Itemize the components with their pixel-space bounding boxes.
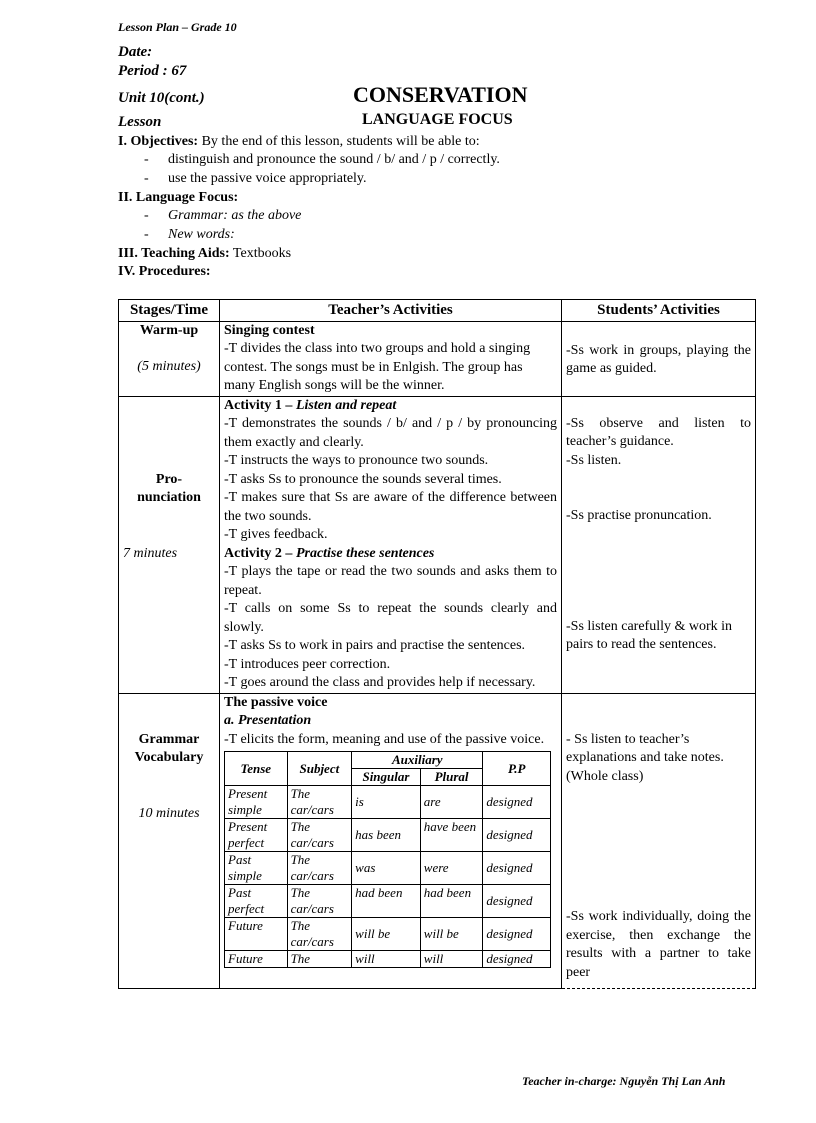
language-focus-item: Grammar: as the above	[168, 208, 302, 223]
stage-pronunciation: Pro- nunciation	[137, 471, 201, 505]
activity1-line: -T makes sure that Ss are aware of the difference between the two sounds.	[224, 490, 557, 524]
gram-cell-singular: was	[352, 852, 421, 885]
unit-label: Unit 10(cont.)	[118, 90, 205, 106]
objectives-text: By the end of this lesson, students will be able to:	[198, 134, 480, 149]
objective-item: distinguish and pronounce the sound / b/ and / p / correctly.	[168, 152, 500, 167]
time-grammar: 10 minutes	[138, 805, 200, 821]
gram-cell-pp: designed	[483, 951, 551, 968]
gram-cell-pp: designed	[483, 819, 551, 852]
students-cell	[562, 396, 756, 693]
activity1-line: -T asks Ss to pronounce the sounds several times.	[224, 471, 502, 487]
grammar-intro: -T elicits the form, meaning and use of the passive voice.	[224, 731, 545, 747]
header-lesson-plan: Lesson Plan – Grade 10	[118, 20, 237, 34]
stage-vocabulary: Vocabulary	[134, 750, 204, 765]
warmup-title: Singing contest	[224, 322, 315, 338]
time-warmup: (5 minutes)	[137, 359, 201, 374]
grammar-students-text: -Ss work individually, doing the exercise, then exchange the results with a partner to take peer	[566, 909, 751, 980]
students-cell	[562, 321, 756, 396]
gram-cell-subject: The car/cars	[287, 885, 352, 918]
gram-cell-plural: had been	[420, 885, 483, 918]
table-row	[225, 918, 551, 951]
table-row	[225, 852, 551, 885]
gram-cell-pp: designed	[483, 786, 551, 819]
gram-cell-tense: Past simple	[225, 852, 288, 885]
title-language-focus: LANGUAGE FOCUS	[362, 111, 513, 128]
gram-cell-tense: Past perfect	[225, 885, 288, 918]
gram-cell-plural: will be	[420, 918, 483, 951]
gram-header-plural: Plural	[420, 769, 483, 786]
header-students: Students’ Activities	[562, 300, 756, 322]
table-header-row	[119, 300, 756, 322]
activity2-line: -T asks Ss to work in pairs and practise the sentences.	[224, 638, 526, 653]
table-row	[119, 396, 756, 693]
stage-cell	[119, 396, 220, 693]
teaching-aids-text: Textbooks	[229, 246, 292, 261]
gram-header-pp: P.P	[483, 752, 551, 786]
gram-cell-plural: have been	[420, 819, 483, 852]
gram-cell-subject: The car/cars	[287, 852, 352, 885]
bullet-dash: -	[144, 171, 149, 186]
gram-cell-singular: will	[352, 951, 421, 968]
activity2-line: -T calls on some Ss to repeat the sounds clearly and slowly.	[224, 601, 557, 635]
gram-cell-pp: designed	[483, 852, 551, 885]
gram-cell-plural: will	[420, 951, 483, 968]
activity2-line: -T introduces peer correction.	[224, 656, 391, 672]
table-row	[225, 819, 551, 852]
students-cell	[562, 693, 756, 988]
gram-cell-singular: has been	[352, 819, 421, 852]
lesson-label: Lesson	[118, 114, 162, 130]
pron-students-text: -Ss listen.	[566, 452, 622, 468]
teaching-aids-line	[118, 245, 291, 264]
gram-cell-pp: designed	[483, 918, 551, 951]
objective-item: use the passive voice appropriately.	[168, 171, 367, 186]
gram-header-subject: Subject	[287, 752, 352, 786]
objectives-line	[118, 133, 480, 152]
gram-cell-subject: The car/cars	[287, 918, 352, 951]
gram-cell-tense: Present simple	[225, 786, 288, 819]
bullet-dash: -	[144, 152, 149, 167]
table-row	[225, 951, 551, 968]
warmup-students-text: -Ss work in groups, playing the game as guided.	[566, 342, 751, 376]
activity2-line: -T goes around the class and provides help if necessary.	[224, 675, 536, 690]
gram-cell-singular: is	[352, 786, 421, 819]
teacher-cell	[220, 321, 562, 396]
gram-cell-singular: had been	[352, 885, 421, 918]
bullet-dash: -	[144, 227, 149, 242]
teaching-aids-label: III. Teaching Aids:	[118, 246, 230, 261]
gram-cell-plural: are	[420, 786, 483, 819]
passive-voice-table	[224, 751, 551, 968]
stage-cell	[119, 321, 220, 396]
date-label: Date:	[118, 44, 153, 60]
teacher-cell	[220, 396, 562, 693]
language-focus-item: New words:	[168, 227, 235, 242]
grammar-title: The passive voice	[224, 694, 328, 710]
gram-cell-subject: The	[287, 951, 352, 968]
procedures-label: IV. Procedures:	[118, 264, 211, 279]
activity1-line: -T demonstrates the sounds / b/ and / p / by pronouncing them exactly and clearly.	[224, 416, 557, 450]
header-stages: Stages/Time	[119, 300, 220, 322]
table-row	[225, 885, 551, 918]
language-focus-label: II. Language Focus:	[118, 190, 239, 205]
pron-students-text: -Ss listen carefully & work in pairs to read the sentences.	[566, 618, 733, 652]
procedures-table	[118, 299, 756, 989]
stage-warmup: Warm-up	[139, 322, 199, 338]
stage-cell	[119, 693, 220, 988]
pron-students-text: -Ss observe and listen to teacher’s guidance.	[566, 415, 751, 449]
pron-students-text: -Ss practise pronuncation.	[566, 508, 712, 523]
activity2-line: -T plays the tape or read the two sounds and asks them to repeat.	[224, 564, 557, 598]
stage-grammar: Grammar	[138, 731, 200, 747]
period-label: Period : 67	[118, 63, 187, 79]
gram-cell-subject: The car/cars	[287, 819, 352, 852]
gram-cell-tense: Present perfect	[225, 819, 288, 852]
gram-header-singular: Singular	[352, 769, 421, 786]
table-row	[119, 693, 756, 988]
teacher-in-charge: Teacher in-charge: Nguyễn Thị Lan Anh	[522, 1074, 726, 1088]
time-pronunciation: 7 minutes	[123, 545, 178, 561]
gram-cell-subject: The car/cars	[287, 786, 352, 819]
gram-cell-pp: designed	[483, 885, 551, 918]
table-row	[119, 321, 756, 396]
warmup-teacher-text: -T divides the class into two groups and hold a singing contest. The songs must be in Enlgish. The group has many English songs will be the winner.	[224, 341, 531, 393]
gram-cell-plural: were	[420, 852, 483, 885]
teacher-cell	[220, 693, 562, 988]
activity1-heading: Activity 1 – Listen and repeat	[224, 397, 397, 413]
activity2-heading: Activity 2 – Practise these sentences	[224, 545, 435, 561]
gram-cell-tense: Future	[225, 951, 288, 968]
bullet-dash: -	[144, 208, 149, 223]
activity1-line: -T gives feedback.	[224, 527, 328, 542]
gram-header-row	[225, 752, 551, 769]
grammar-subtitle: a. Presentation	[224, 713, 312, 728]
header-teacher: Teacher’s Activities	[220, 300, 562, 322]
title-conservation: CONSERVATION	[353, 82, 528, 107]
activity1-line: -T instructs the ways to pronounce two sounds.	[224, 453, 489, 468]
grammar-students-text: - Ss listen to teacher’s explanations and take notes.(Whole class)	[566, 731, 724, 784]
objectives-label: I. Objectives:	[118, 134, 199, 149]
gram-header-tense: Tense	[225, 752, 288, 786]
gram-header-auxiliary: Auxiliary	[352, 752, 483, 769]
table-row	[225, 786, 551, 819]
gram-cell-singular: will be	[352, 918, 421, 951]
gram-cell-tense: Future	[225, 918, 288, 951]
